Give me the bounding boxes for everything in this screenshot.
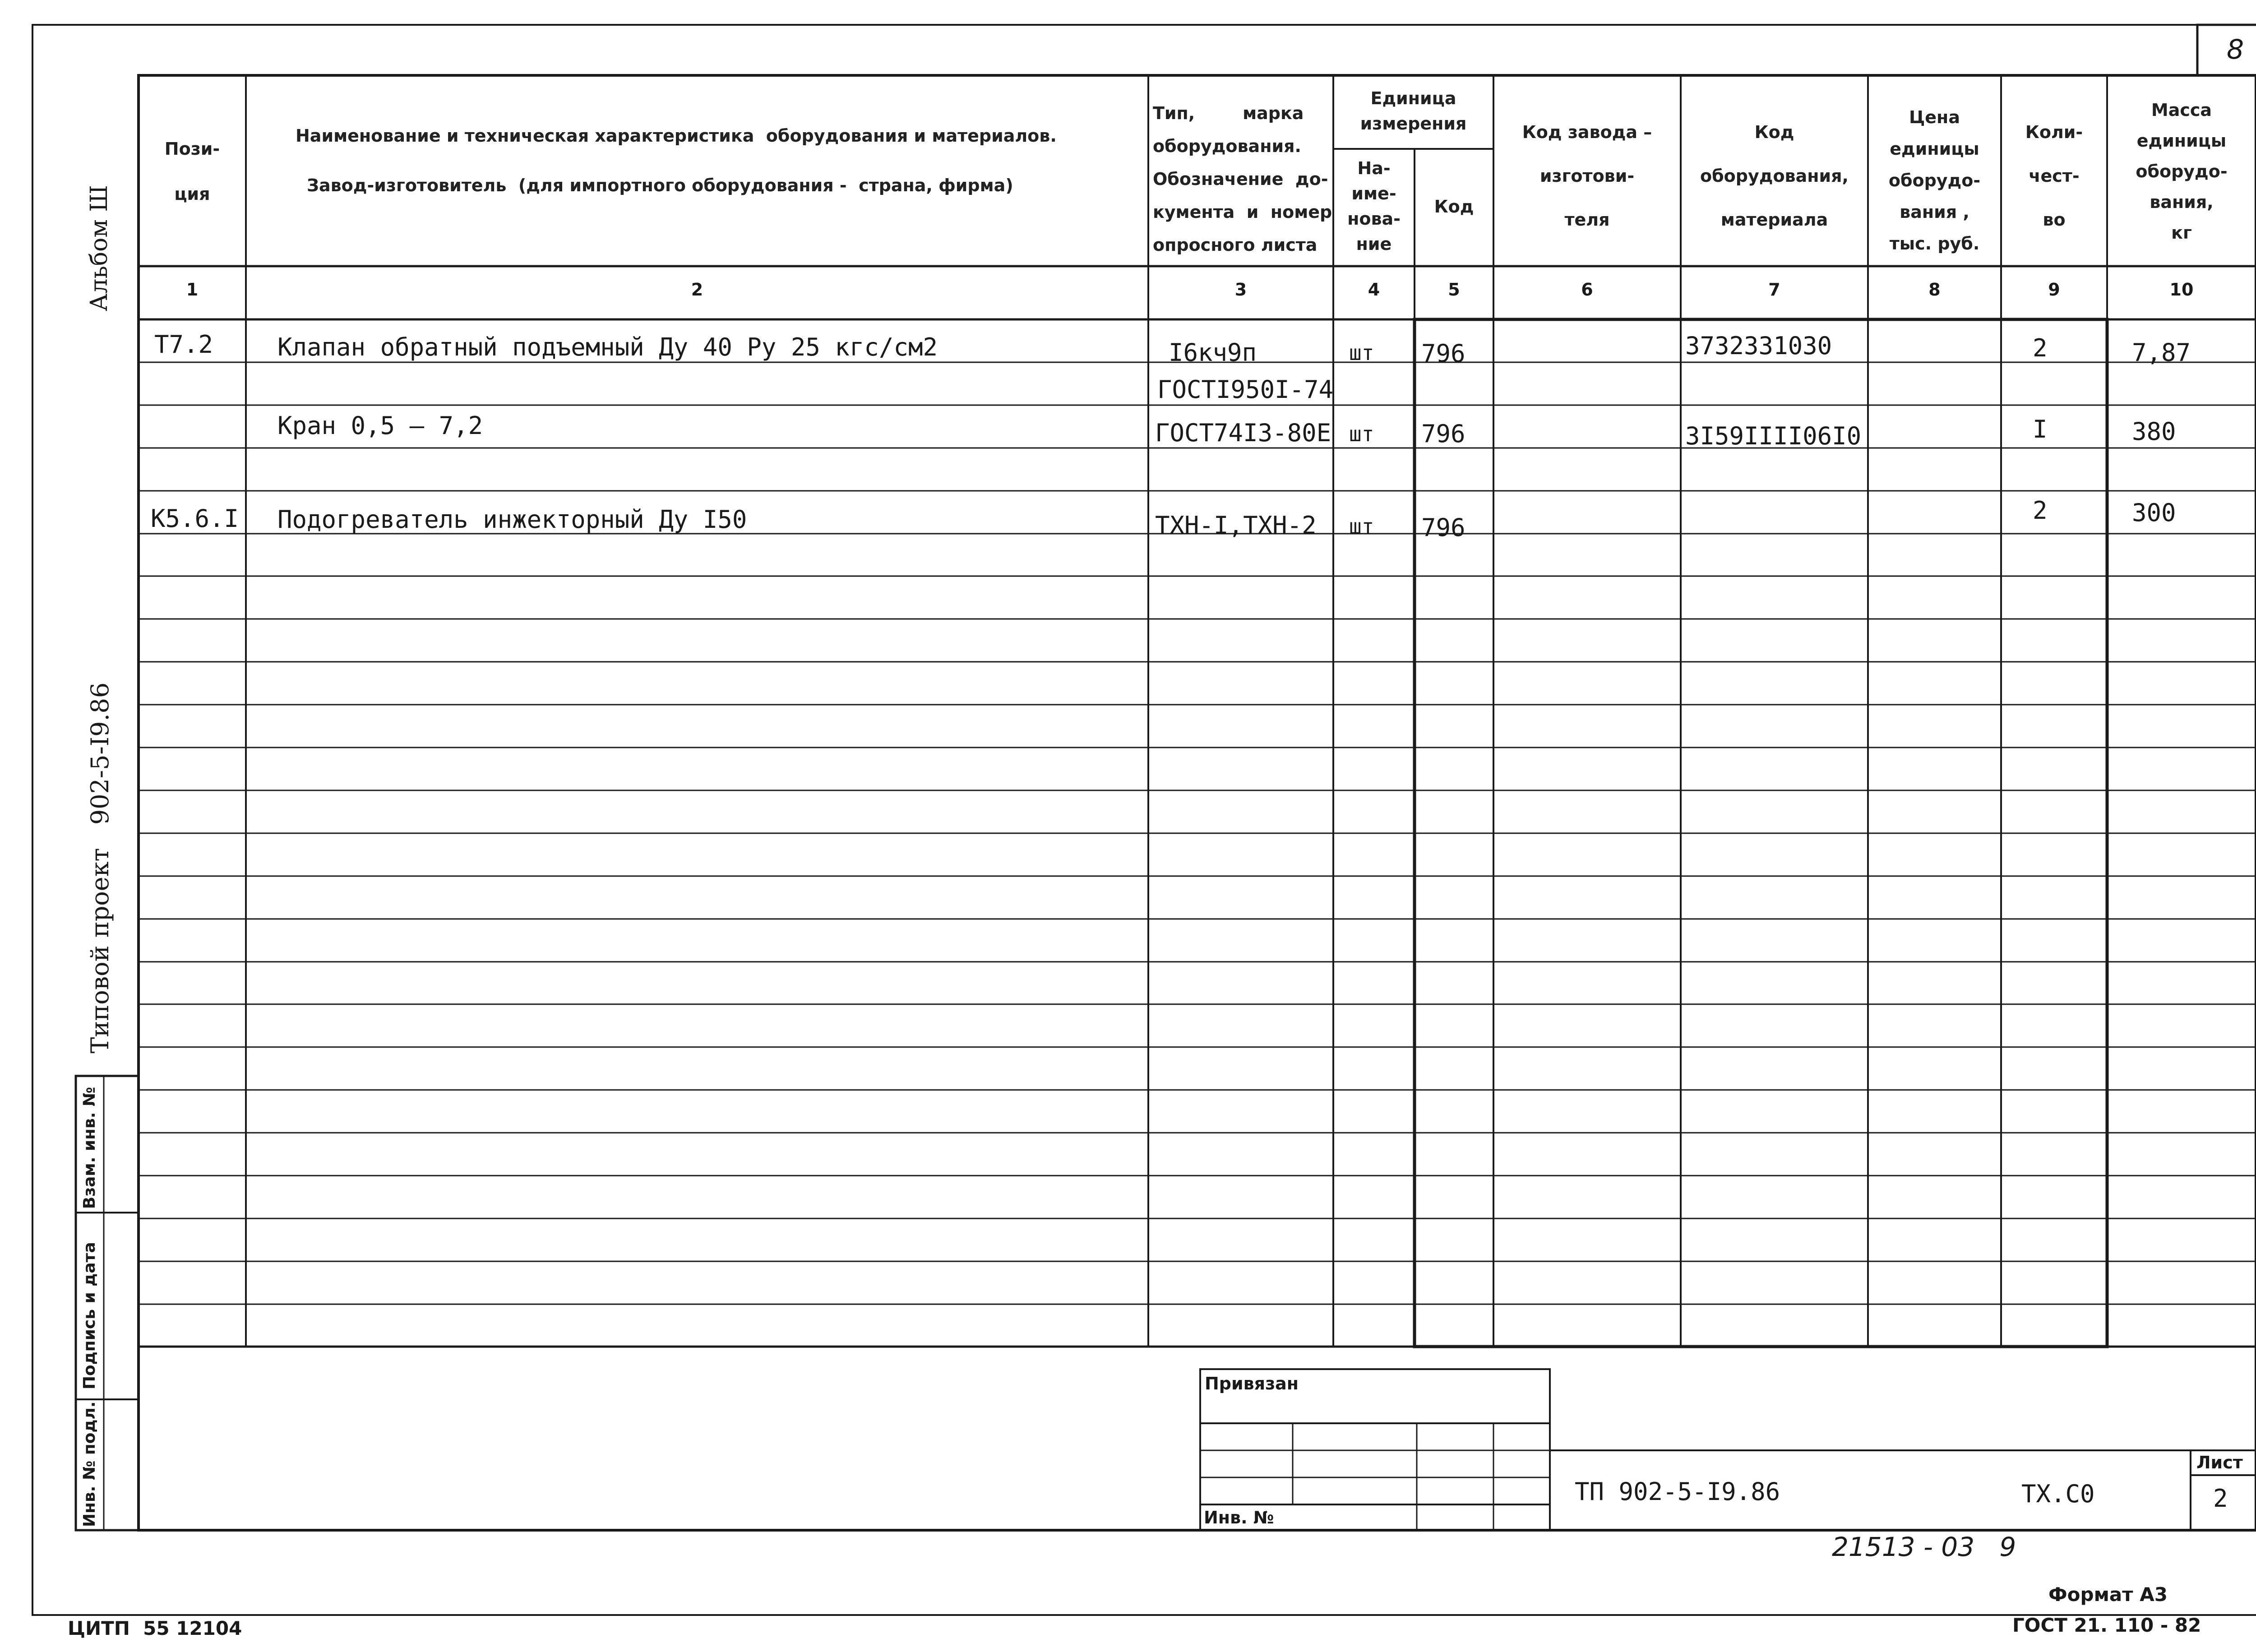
outer-frame: [32, 25, 2256, 1615]
header-unit-name: На- име- нова- ние: [1347, 158, 1401, 254]
header-unit-code: Код: [1434, 197, 1474, 217]
row1-name: Клапан обратный подъемный Ду 40 Ру 25 кгс/см2: [277, 333, 938, 361]
designation: ТП 902-5-I9.86: [1575, 1477, 1780, 1506]
sheet-label: Лист: [2196, 1453, 2243, 1472]
row5-unit: шт: [1349, 514, 1374, 539]
row3-qty: I: [2033, 415, 2048, 443]
colnum-5: 5: [1448, 280, 1460, 300]
row1-type: I6кч9п: [1169, 338, 1257, 367]
row3-name: Кран 0,5 – 7,2: [277, 411, 483, 440]
header-type: Тип, марка оборудования. Обозначение до- кумента и номер опросного листа: [1153, 103, 1332, 255]
handwritten-number: 21513 - 03 9: [1832, 1532, 2016, 1562]
side-inv-original: Инв. № подл.: [80, 1401, 99, 1527]
header-name-line1: Наименование и техническая характеристика оборудования и материалов.: [296, 126, 1057, 146]
format-label: Формат А3: [2048, 1583, 2168, 1606]
privyazan-label: Привязан: [1205, 1374, 1299, 1394]
row3-mass: 380: [2132, 417, 2176, 446]
cip-label: ЦИТП 55 12104: [68, 1617, 242, 1639]
doc-code: ТХ.С0: [2021, 1480, 2095, 1508]
colnum-10: 10: [2169, 280, 2194, 300]
row1-equip-code: 3732331030: [1685, 332, 1832, 360]
colnum-2: 2: [691, 280, 703, 300]
header-qty: Коли- чест- во: [2025, 122, 2083, 230]
row1-pos: Т7.2: [154, 330, 213, 359]
side-inv-replace: Взам. инв. №: [80, 1087, 99, 1209]
row1-mass: 7,87: [2132, 338, 2191, 367]
colnum-1: 1: [186, 280, 199, 300]
row1-unit: шт: [1349, 341, 1374, 365]
colnum-4: 4: [1368, 280, 1380, 300]
header-position: Пози- ция: [164, 139, 220, 204]
inv-no-label: Инв. №: [1204, 1508, 1274, 1527]
album-label: Альбом Ш: [86, 185, 113, 311]
sheet-number: 8: [2227, 34, 2244, 65]
row5-pos: К5.6.I: [151, 504, 239, 533]
gost-label: ГОСТ 21. 110 - 82: [2012, 1614, 2201, 1636]
header-price: Цена единицы оборудо- вания , тыс. руб.: [1888, 107, 1981, 254]
row3-type: ГОСТ74I3-80Е: [1155, 419, 1331, 447]
colnum-3: 3: [1234, 280, 1247, 300]
header-factory-code: Код завода – изготови- теля: [1522, 122, 1652, 230]
row5-qty: 2: [2033, 496, 2048, 525]
colnum-6: 6: [1581, 280, 1593, 300]
row5-code: 796: [1421, 513, 1465, 542]
header-mass: Масса единицы оборудо- вания, кг: [2136, 100, 2228, 243]
project-label: Типовой проект 902-5-I9.86: [86, 682, 114, 1053]
header-name-line2: Завод-изготовитель (для импортного оборудования - страна, фирма): [307, 175, 1013, 195]
row5-name: Подогреватель инжекторный Ду I50: [277, 505, 747, 534]
header-equip-code: Код оборудования, материала: [1700, 122, 1849, 230]
header-unit-group: Единица измерения: [1360, 88, 1467, 134]
row1-code: 796: [1421, 339, 1465, 368]
colnum-9: 9: [2048, 280, 2060, 300]
row5-mass: 300: [2132, 498, 2176, 527]
side-signature-date: Подпись и дата: [80, 1242, 99, 1389]
colnum-8: 8: [1928, 280, 1941, 300]
sheet-value: 2: [2213, 1484, 2228, 1513]
row5-type: ТХН-I,ТХН-2: [1155, 511, 1317, 540]
row3-unit: шт: [1349, 422, 1374, 446]
row3-code: 796: [1421, 420, 1465, 448]
colnum-7: 7: [1768, 280, 1780, 300]
row1-qty: 2: [2033, 334, 2048, 362]
row2-type: ГОСТI950I-74: [1157, 375, 1334, 404]
row3-equip-code: 3I59IIII06I0: [1685, 422, 1862, 450]
